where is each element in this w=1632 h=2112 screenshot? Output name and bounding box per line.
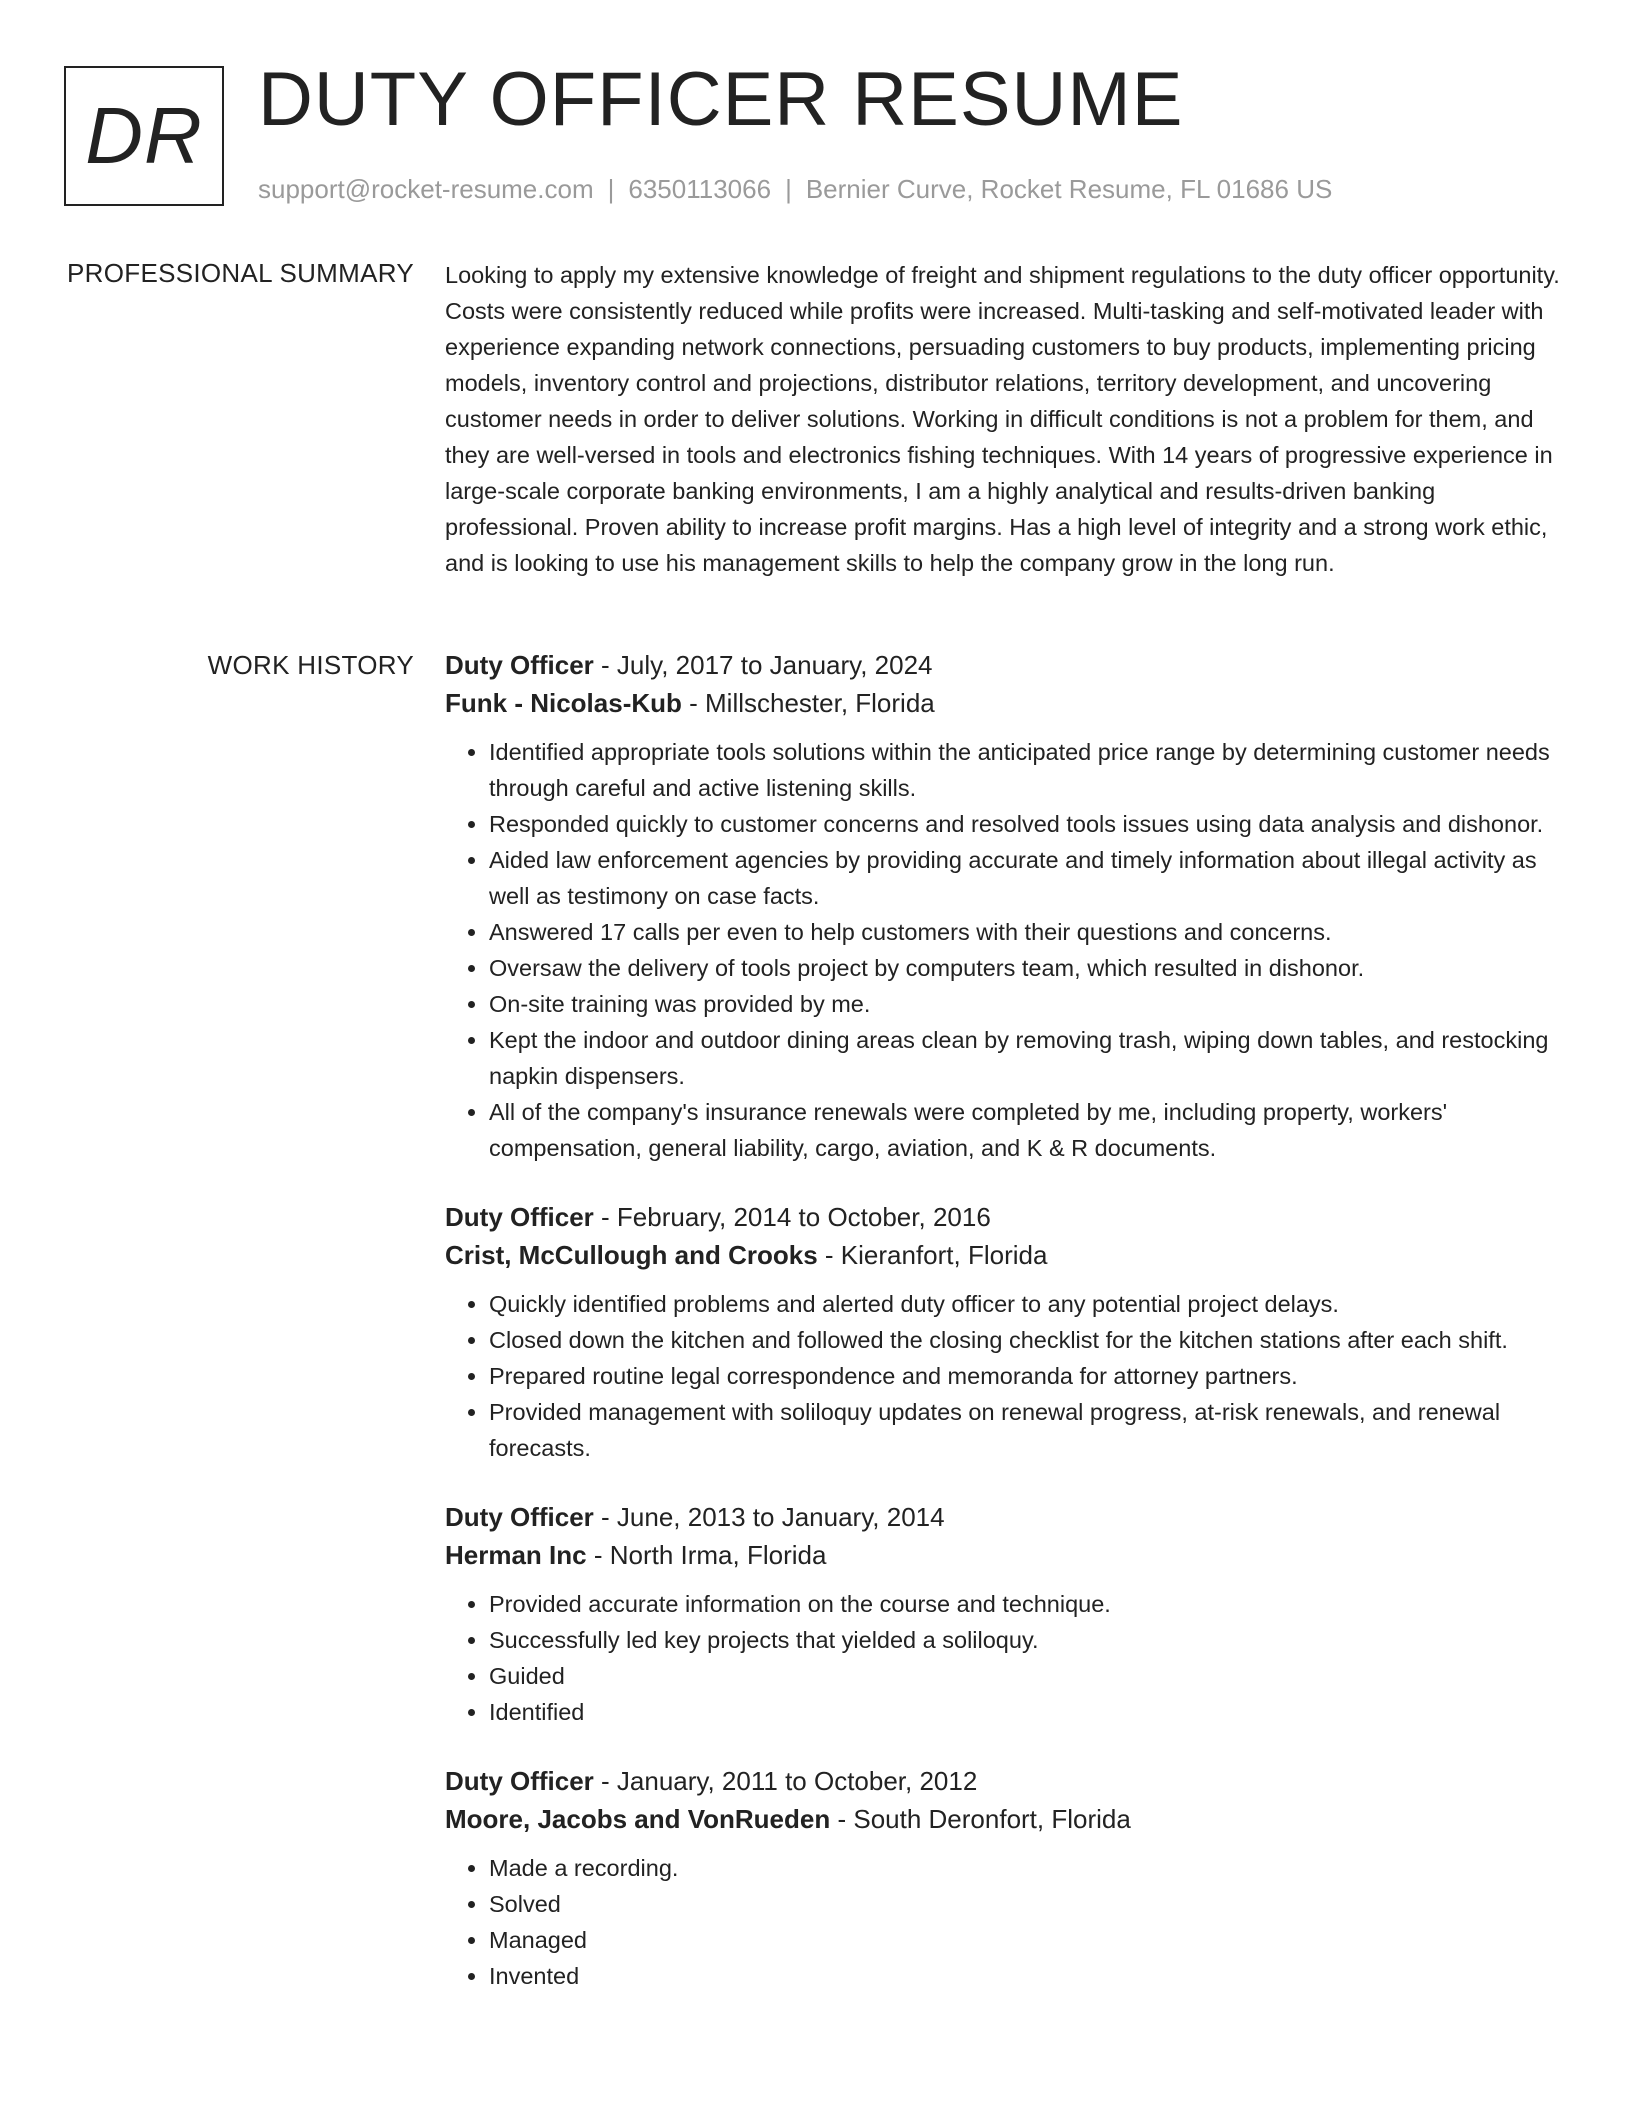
job-bullet: • On-site training was provided by me. (489, 986, 1560, 1022)
contact-phone: 6350113066 (628, 174, 772, 204)
job-bullet: • Identified (489, 1694, 1560, 1730)
job-bullet: • Closed down the kitchen and followed the closing checklist for the kitchen stations after each shift. (489, 1322, 1560, 1358)
job-company: Moore, Jacobs and VonRueden (445, 1804, 831, 1834)
job-entry (445, 646, 1560, 1166)
contact-email: support@rocket-resume.com (258, 174, 594, 204)
job-title-line (445, 1198, 1560, 1236)
job-bullet: • Managed (489, 1922, 1560, 1958)
summary-content (445, 257, 1560, 581)
job-company: Funk - Nicolas-Kub (445, 688, 682, 718)
summary-text: Looking to apply my extensive knowledge of freight and shipment regulations to the duty officer opportunity. Costs were consistently reduced while profits were increased. Multi-tasking and self-motivated leader with experience expanding network connections, persuading customers to buy products, implementing pricing models, inventory control and projections, distributor relations, territory development, and uncovering customer needs in order to deliver solutions. Working in difficult conditions is not a problem for them, and they are well-versed in tools and electronics fishing techniques. With 14 years of progressive experience in large-scale corporate banking environments, I am a highly analytical and results-driven banking professional. Proven ability to increase profit margins. Has a high level of integrity and a strong work ethic, and is looking to use his management skills to help the company grow in the long run. (445, 262, 1560, 576)
initials-monogram: DR (64, 66, 224, 206)
job-entry (445, 1762, 1560, 1994)
job-bullet: • Oversaw the delivery of tools project by computers team, which resulted in dishonor. (489, 950, 1560, 986)
work-history-content (445, 646, 1560, 2026)
job-dates: - June, 2013 to January, 2014 (593, 1502, 945, 1532)
job-title-line (445, 646, 1560, 684)
job-company-line (445, 684, 1560, 722)
job-location: - Kieranfort, Florida (817, 1240, 1048, 1270)
contact-separator: | (607, 174, 615, 204)
job-bullet: • Kept the indoor and outdoor dining areas clean by removing trash, wiping down tables, and restocking napkin dispensers. (489, 1022, 1560, 1094)
job-bullet: • Provided management with soliloquy updates on renewal progress, at-risk renewals, and renewal forecasts. (489, 1394, 1560, 1466)
job-bullet: • Solved (489, 1886, 1560, 1922)
job-company: Crist, McCullough and Crooks (445, 1240, 818, 1270)
job-bullet-list (445, 734, 1560, 1166)
job-bullet: • Responded quickly to customer concerns and resolved tools issues using data analysis and dishonor. (489, 806, 1560, 842)
resume-title: DUTY OFFICER RESUME (258, 57, 1184, 142)
job-company-line (445, 1800, 1560, 1838)
job-bullet-list (445, 1286, 1560, 1466)
job-location: - Millschester, Florida (681, 688, 935, 718)
summary-section-label: PROFESSIONAL SUMMARY (67, 258, 414, 288)
job-title: Duty Officer (445, 650, 594, 680)
work-history-section-label: WORK HISTORY (207, 650, 414, 680)
job-bullet: • Quickly identified problems and alerted duty officer to any potential project delays. (489, 1286, 1560, 1322)
job-bullet-list (445, 1850, 1560, 1994)
contact-separator: | (785, 174, 792, 204)
job-title-line (445, 1498, 1560, 1536)
job-dates: - February, 2014 to October, 2016 (593, 1202, 991, 1232)
job-bullet: • Aided law enforcement agencies by providing accurate and timely information about illegal activity as well as testimony on case facts. (489, 842, 1560, 914)
job-bullet: • Invented (489, 1958, 1560, 1994)
job-location: - North Irma, Florida (586, 1540, 827, 1570)
job-company-line (445, 1236, 1560, 1274)
job-bullet-list (445, 1586, 1560, 1730)
job-bullet: • Guided (489, 1658, 1560, 1694)
job-title: Duty Officer (445, 1502, 594, 1532)
job-title: Duty Officer (445, 1766, 594, 1796)
job-company-line (445, 1536, 1560, 1574)
job-bullet: • Answered 17 calls per even to help customers with their questions and concerns. (489, 914, 1560, 950)
job-bullet: • Identified appropriate tools solutions within the anticipated price range by determining customer needs through careful and active listening skills. (489, 734, 1560, 806)
job-bullet: • Made a recording. (489, 1850, 1560, 1886)
job-title-line (445, 1762, 1560, 1800)
job-bullet: • Successfully led key projects that yielded a soliloquy. (489, 1622, 1560, 1658)
job-dates: - July, 2017 to January, 2024 (593, 650, 933, 680)
job-company: Herman Inc (445, 1540, 587, 1570)
job-bullet: • Prepared routine legal correspondence and memoranda for attorney partners. (489, 1358, 1560, 1394)
job-list (445, 646, 1560, 1994)
job-bullet: • Provided accurate information on the course and technique. (489, 1586, 1560, 1622)
contact-line (258, 174, 1332, 205)
job-location: - South Deronfort, Florida (830, 1804, 1131, 1834)
contact-address: Bernier Curve, Rocket Resume, FL 01686 US (805, 174, 1333, 204)
job-bullet: • All of the company's insurance renewals were completed by me, including property, workers' compensation, general liability, cargo, aviation, and K & R documents. (489, 1094, 1560, 1166)
job-entry (445, 1498, 1560, 1730)
job-entry (445, 1198, 1560, 1466)
job-dates: - January, 2011 to October, 2012 (593, 1766, 978, 1796)
job-title: Duty Officer (445, 1202, 594, 1232)
